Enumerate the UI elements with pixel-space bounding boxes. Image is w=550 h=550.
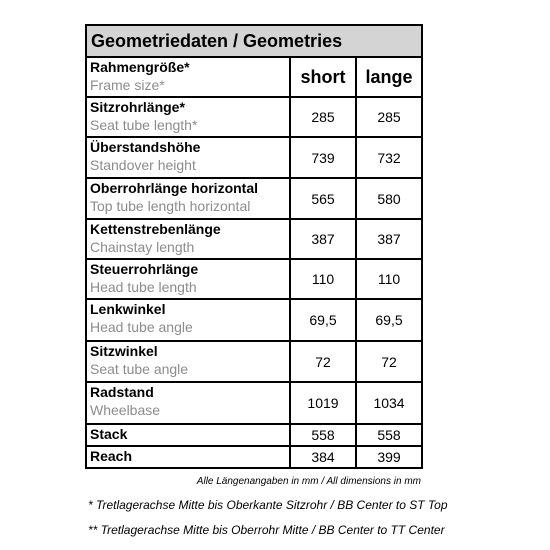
footnote-1: * Tretlagerachse Mitte bis Oberkante Sitzrohr / BB Center to ST Top: [88, 498, 448, 512]
table-row: [86, 137, 422, 178]
table-row: [86, 178, 422, 219]
row-label: [86, 57, 290, 97]
table-row: [86, 97, 422, 137]
row-label: [86, 178, 290, 219]
column-header-lange: lange: [356, 57, 422, 97]
value-lange: 110: [356, 259, 422, 299]
label-de: Rahmengröße*: [90, 59, 190, 75]
label-de: Stack: [90, 426, 128, 442]
label-en: Frame size*: [90, 77, 165, 93]
value-short: 387: [290, 219, 356, 259]
row-label: [86, 219, 290, 259]
geometry-sheet: [85, 24, 421, 487]
label-en: Head tube angle: [90, 319, 193, 335]
value-lange: 732: [356, 137, 422, 178]
column-header-short: short: [290, 57, 356, 97]
label-de: Sitzwinkel: [90, 343, 158, 359]
label-de: Sitzrohrlänge*: [90, 99, 185, 115]
table-row: [86, 219, 422, 259]
row-label: [86, 259, 290, 299]
value-short: 110: [290, 259, 356, 299]
label-de: Radstand: [90, 384, 154, 400]
table-row: [86, 382, 422, 424]
label-de: Kettenstrebenlänge: [90, 221, 221, 237]
value-short: 739: [290, 137, 356, 178]
label-en: Top tube length horizontal: [90, 198, 251, 214]
row-label: [86, 446, 290, 468]
row-label: [86, 299, 290, 341]
value-lange: 558: [356, 424, 422, 446]
value-lange: 69,5: [356, 299, 422, 341]
value-lange: 1034: [356, 382, 422, 424]
label-de: Steuerrohrlänge: [90, 261, 199, 277]
label-en: Standover height: [90, 157, 196, 173]
label-en: Seat tube length*: [90, 117, 198, 133]
label-de: Lenkwinkel: [90, 301, 166, 317]
units-note: Alle Längenangaben in mm / All dimensions in mm: [196, 476, 421, 487]
value-lange: 72: [356, 341, 422, 382]
value-short: 72: [290, 341, 356, 382]
geometry-table: [85, 24, 423, 469]
table-row: [86, 57, 422, 97]
row-label: [86, 341, 290, 382]
value-lange: 387: [356, 219, 422, 259]
value-short: 558: [290, 424, 356, 446]
table-row: [86, 424, 422, 446]
footnote-2: ** Tretlagerachse Mitte bis Oberrohr Mitte / BB Center to TT Center: [88, 523, 445, 537]
table-row: [86, 299, 422, 341]
label-en: Wheelbase: [90, 402, 161, 418]
row-label: [86, 137, 290, 178]
label-de: Oberrohrlänge horizontal: [90, 180, 259, 196]
label-en: Seat tube angle: [90, 361, 189, 377]
row-label: [86, 424, 290, 446]
table-row: [86, 341, 422, 382]
label-en: Head tube length: [90, 279, 197, 295]
table-row: [86, 259, 422, 299]
row-label: [86, 382, 290, 424]
table-title: Geometriedaten / Geometries: [86, 25, 422, 57]
row-label: [86, 97, 290, 137]
label-de: Reach: [90, 448, 133, 464]
value-lange: 399: [356, 446, 422, 468]
value-lange: 285: [356, 97, 422, 137]
value-short: 565: [290, 178, 356, 219]
value-short: 384: [290, 446, 356, 468]
value-short: 1019: [290, 382, 356, 424]
value-lange: 580: [356, 178, 422, 219]
label-de: Überstandshöhe: [90, 139, 201, 155]
table-row: [86, 446, 422, 468]
value-short: 69,5: [290, 299, 356, 341]
label-en: Chainstay length: [90, 239, 195, 255]
value-short: 285: [290, 97, 356, 137]
